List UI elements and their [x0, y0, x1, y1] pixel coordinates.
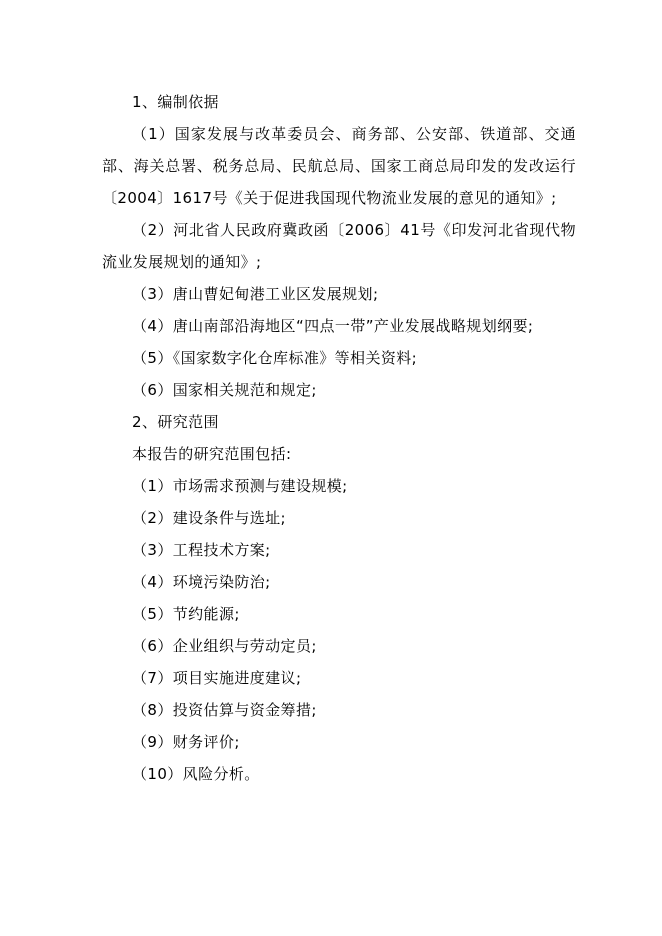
section-heading: 2、研究范围: [132, 413, 219, 431]
list-item: （3）唐山曹妃甸港工业区发展规划;: [132, 285, 379, 303]
list-item: （8）投资估算与资金筹措;: [132, 701, 317, 719]
list-item: （7）项目实施进度建议;: [132, 669, 302, 687]
list-item: （3）工程技术方案;: [132, 541, 271, 559]
list-item: （5）节约能源;: [132, 605, 240, 623]
list-item: （9）财务评价;: [132, 733, 240, 751]
section-heading: 1、编制依据: [132, 93, 219, 111]
section-intro: 本报告的研究范围包括:: [132, 445, 292, 463]
list-item: （2）建设条件与选址;: [132, 509, 286, 527]
list-item: （1）市场需求预测与建设规模;: [132, 477, 348, 495]
list-item: （4）唐山南部沿海地区“四点一带”产业发展战略规划纲要;: [132, 317, 534, 335]
list-item: （2）河北省人民政府冀政函〔2006〕41号《印发河北省现代物流业发展规划的通知》;: [102, 221, 576, 271]
document-body: [102, 86, 576, 790]
list-item: （6）国家相关规范和规定;: [132, 381, 317, 399]
list-item: （1）国家发展与改革委员会、商务部、公安部、铁道部、交通部、海关总署、税务总局、民航总局、国家工商总局印发的发改运行〔2004〕1617号《关于促进我国现代物流业发展的意见的通知》;: [102, 125, 576, 207]
list-item: （4）环境污染防治;: [132, 573, 271, 591]
list-item: （6）企业组织与劳动定员;: [132, 637, 317, 655]
list-item: （10）风险分析。: [132, 765, 260, 783]
list-item: （5）《国家数字化仓库标准》等相关资料;: [132, 349, 418, 367]
